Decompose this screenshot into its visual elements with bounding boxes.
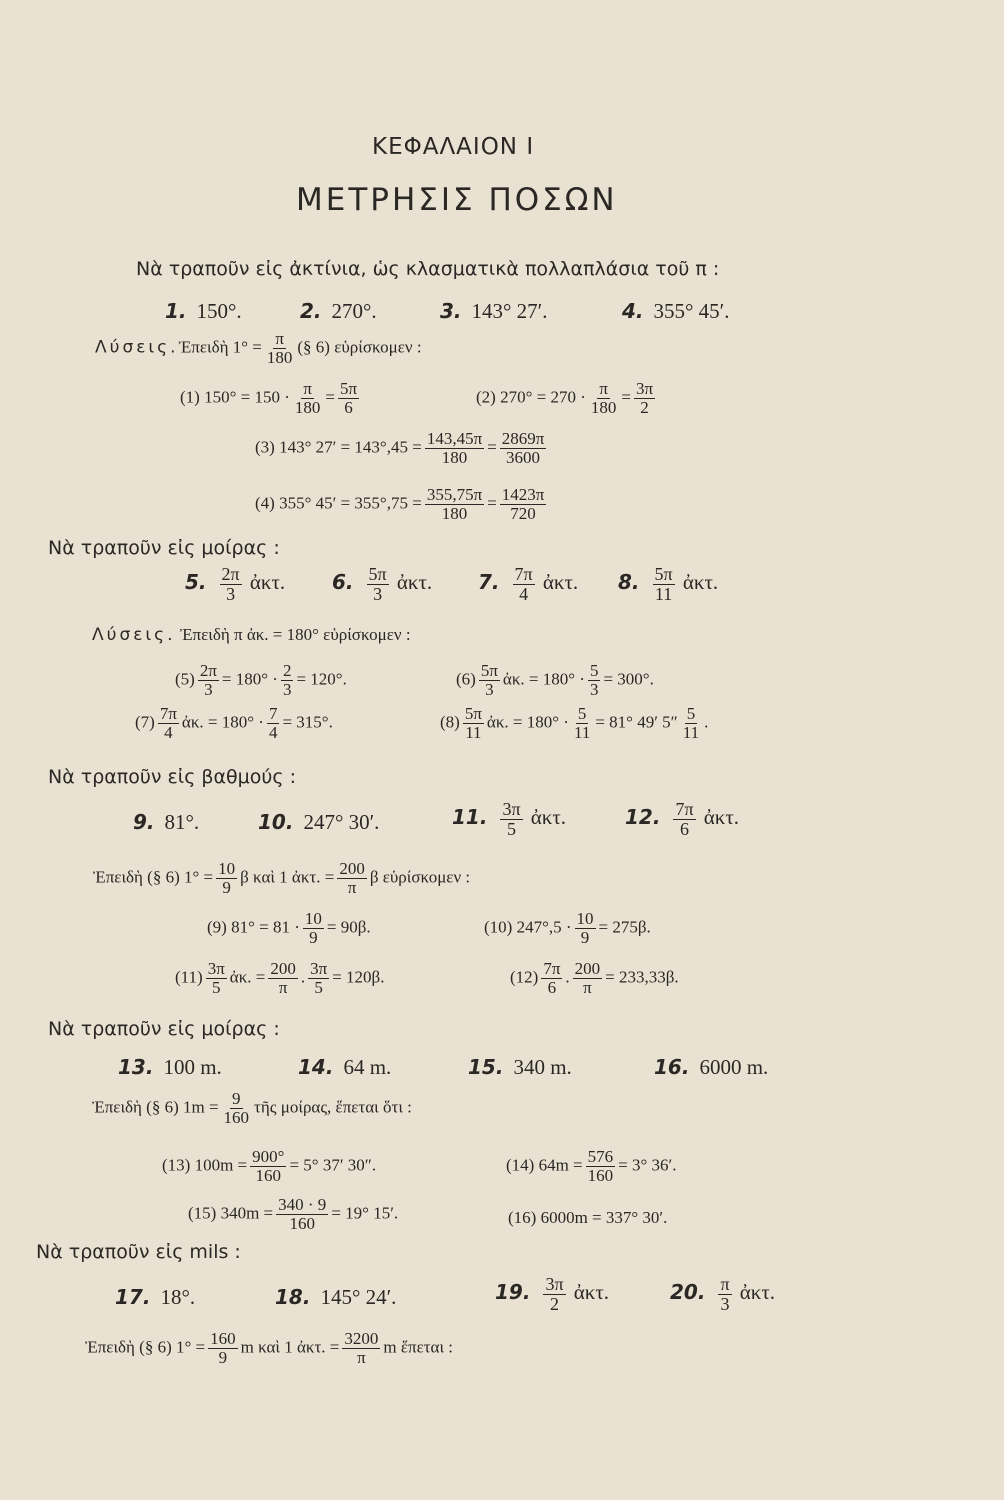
exercise-value: 355° 45′.	[653, 299, 730, 323]
solution-14: (14) 64m = $\frac{576}{160}$ = 3° 36′.	[506, 1147, 677, 1185]
exercise-value: 150°.	[196, 299, 242, 323]
exercise-12: 12. $\frac{7\pi}{6}$ ἀκτ.	[625, 799, 740, 839]
exercise-15: 15. 340 m.	[468, 1055, 572, 1079]
solutions-intro-5: Ἐπειδὴ (§ 6) 1° = $\frac{160}{9}$ m καὶ 1 ἀκτ. = $\frac{3200}{\pi}$ m ἕπεται :	[85, 1329, 454, 1367]
exercise-20: 20. $\frac{\pi}{3}$ ἀκτ.	[670, 1274, 776, 1314]
exercise-9: 9. 81°.	[133, 810, 200, 834]
exercise-value: 143° 27′.	[471, 299, 548, 323]
solution-7: (7) $\frac{7\pi}{4}$ ἀκ. = 180° · $\frac{7}{4}$ = 315°.	[135, 704, 333, 742]
solution-15: (15) 340m = $\frac{340 \cdot 9}{160}$ = 19° 15′.	[188, 1195, 399, 1233]
exercise-7: 7. $\frac{7\pi}{4}$ ἀκτ.	[478, 564, 579, 604]
exercise-number: 1.	[165, 299, 187, 323]
exercise-3	[440, 299, 548, 324]
solution-12: (12) $\frac{7\pi}{6}$ . $\frac{200}{\pi}$ = 233,33β.	[510, 959, 679, 997]
exercise-6: 6. $\frac{5\pi}{3}$ ἀκτ.	[332, 564, 433, 604]
chapter-heading: ΚΕΦΑΛΑΙΟΝ Ι	[372, 134, 535, 160]
exercise-14: 14. 64 m.	[298, 1055, 392, 1079]
solution-3: (3) 143° 27′ = 143°,45 = $\frac{143,45\pi}{180}$ = $\frac{2869\pi}{3600}$	[255, 429, 545, 467]
solution-5: (5) $\frac{2\pi}{3}$ = 180° · $\frac{2}{3}$ = 120°.	[175, 661, 347, 699]
solution-9: (9) 81° = 81 · $\frac{10}{9}$ = 90β.	[207, 909, 371, 947]
section-3-prompt: Νὰ τραποῦν εἰς βαθμούς :	[48, 766, 296, 788]
exercise-value: 270°.	[331, 299, 377, 323]
exercise-number: 4.	[622, 299, 644, 323]
solution-13: (13) 100m = $\frac{900^\circ}{160}$ = 5° 37′ 30″.	[162, 1147, 377, 1185]
page-title: ΜΕΤΡΗΣΙΣ ΠΟΣΩΝ	[296, 182, 618, 218]
exercise-number: 2.	[300, 299, 322, 323]
exercise-8: 8. $\frac{5\pi}{11}$ ἀκτ.	[618, 564, 719, 604]
exercise-4	[622, 299, 730, 324]
exercise-2	[300, 299, 377, 324]
section-1-prompt: Νὰ τραποῦν εἰς ἀκτίνια, ὡς κλασματικὰ πολλαπλάσια τοῦ π :	[136, 258, 720, 280]
solution-10: (10) 247°,5 · $\frac{10}{9}$ = 275β.	[484, 909, 651, 947]
exercise-17: 17. 18°.	[115, 1285, 196, 1309]
exercise-5: 5. $\frac{2\pi}{3}$ ἀκτ.	[185, 564, 286, 604]
solution-11: (11) $\frac{3\pi}{5}$ ἀκ. = $\frac{200}{\pi}$ . $\frac{3\pi}{5}$ = 120β.	[175, 959, 385, 997]
section-5-prompt: Νὰ τραποῦν εἰς mils :	[36, 1241, 241, 1263]
solutions-label: Λύσεις.	[95, 337, 179, 358]
solution-1: (1) 150° = 150 · $\frac{\pi}{180}$ = $\frac{5\pi}{6}$	[180, 379, 358, 417]
solution-2: (2) 270° = 270 · $\frac{\pi}{180}$ = $\frac{3\pi}{2}$	[476, 379, 654, 417]
solution-4: (4) 355° 45′ = 355°,75 = $\frac{355,75\pi}{180}$ = $\frac{1423\pi}{720}$	[255, 485, 545, 523]
solutions-intro-1: Λύσεις.Ἐπειδὴ 1° = $\frac{\pi}{180}$ (§ 6) εὑρίσκομεν :	[95, 329, 422, 367]
exercise-1	[165, 299, 242, 324]
section-4-prompt: Νὰ τραποῦν εἰς μοίρας :	[48, 1018, 280, 1040]
solutions-intro-2: Λύσεις. Ἐπειδὴ π ἀκ. = 180° εὑρίσκομεν :	[92, 625, 411, 645]
solution-8: (8) $\frac{5\pi}{11}$ ἀκ. = 180° · $\frac{5}{11}$ = 81° 49′ 5″ $\frac{5}{11}$ .	[440, 704, 709, 742]
exercise-number: 3.	[440, 299, 462, 323]
section-2-prompt: Νὰ τραποῦν εἰς μοίρας :	[48, 537, 280, 559]
exercise-11: 11. $\frac{3\pi}{5}$ ἀκτ.	[452, 799, 567, 839]
solutions-intro-4: Ἐπειδὴ (§ 6) 1m = $\frac{9}{160}$ τῆς μοίρας, ἕπεται ὅτι :	[92, 1089, 412, 1127]
exercise-10: 10. 247° 30′.	[258, 810, 380, 834]
solution-6: (6) $\frac{5\pi}{3}$ ἀκ. = 180° · $\frac{5}{3}$ = 300°.	[456, 661, 654, 699]
exercise-16: 16. 6000 m.	[654, 1055, 769, 1079]
exercise-19: 19. $\frac{3\pi}{2}$ ἀκτ.	[495, 1274, 610, 1314]
solution-16: (16) 6000m = 337° 30′.	[508, 1208, 668, 1227]
exercise-13: 13. 100 m.	[118, 1055, 222, 1079]
exercise-18: 18. 145° 24′.	[275, 1285, 397, 1309]
solutions-intro-3: Ἐπειδὴ (§ 6) 1° = $\frac{10}{9}$ β καὶ 1 ἀκτ. = $\frac{200}{\pi}$ β εὑρίσκομεν :	[93, 859, 471, 897]
